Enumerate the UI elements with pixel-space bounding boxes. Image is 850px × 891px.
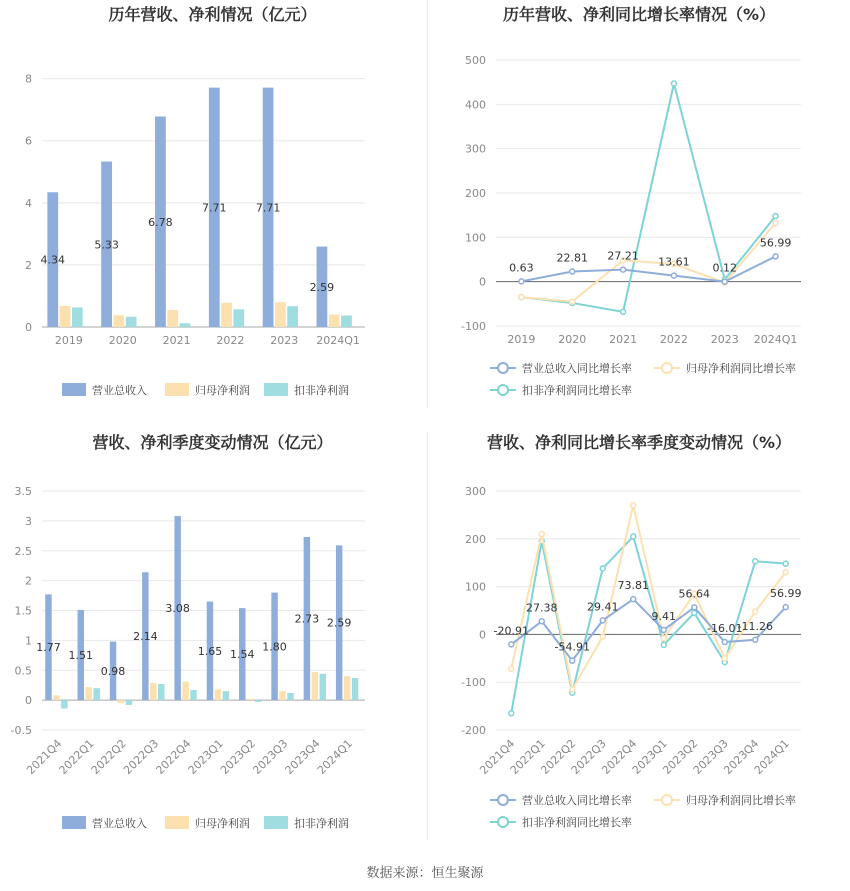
y-tick-label: 0.5 (14, 664, 32, 678)
data-label: -11.26 (737, 619, 773, 633)
y-tick-label: -200 (461, 724, 486, 737)
data-label: 0.98 (100, 664, 126, 678)
x-tick-label: 2024Q1 (314, 736, 355, 777)
data-point (773, 221, 778, 226)
legend-swatch (165, 816, 189, 829)
y-tick-label: 400 (465, 98, 486, 112)
legend-swatch (62, 816, 86, 829)
legend-label: 归母净利润同比增长率 (686, 794, 796, 807)
y-tick-label: 3 (25, 514, 32, 528)
annual-growth-rate-chart (428, 0, 850, 410)
bar-deduct-profit (158, 684, 164, 700)
y-tick-label: -100 (461, 676, 486, 690)
data-point (519, 279, 524, 284)
y-tick-label: 2 (25, 258, 32, 272)
data-point (783, 561, 788, 566)
data-label: 73.81 (617, 579, 649, 593)
legend-marker (662, 363, 672, 373)
data-label: 1.80 (262, 640, 287, 654)
y-tick-label: 300 (465, 142, 486, 156)
x-tick-label: 2023Q2 (660, 736, 701, 777)
data-point (570, 269, 575, 274)
data-point (631, 534, 636, 539)
legend-swatch (264, 816, 288, 829)
data-point (671, 81, 676, 86)
data-label: 2.59 (326, 616, 352, 630)
chart-title: 历年营收、净利情况（亿元） (108, 5, 317, 24)
y-tick-label: 6 (25, 134, 32, 148)
data-point (671, 273, 676, 278)
data-point (692, 605, 697, 610)
data-label: 7.71 (202, 201, 227, 215)
legend-label: 扣非净利润同比增长率 (522, 384, 632, 397)
bar-net-profit (247, 699, 253, 700)
bar-deduct-profit (223, 691, 229, 700)
x-tick-label: 2022 (659, 333, 688, 346)
bar-deduct-profit (72, 307, 83, 327)
bar-deduct-profit (61, 700, 67, 708)
bar-net-profit (329, 315, 340, 327)
x-tick-label: 2022 (216, 334, 245, 347)
y-tick-label: 500 (465, 54, 486, 67)
data-point (722, 279, 727, 284)
data-label: -20.91 (493, 624, 529, 638)
legend-label: 扣非净利润同比增长率 (522, 816, 632, 829)
data-point (600, 566, 605, 571)
x-tick-label: 2023Q3 (690, 736, 731, 777)
data-label: 0.63 (509, 261, 534, 275)
x-tick-label: 2022Q2 (88, 736, 129, 777)
data-point (570, 299, 575, 304)
bar-net-profit (118, 700, 124, 703)
data-label: -54.91 (554, 640, 590, 654)
bar-deduct-profit (126, 317, 137, 327)
bar-deduct-profit (352, 678, 358, 700)
data-label: 1.65 (197, 644, 223, 658)
bar-deduct-profit (287, 306, 298, 327)
legend-swatch (165, 383, 189, 396)
data-label: 7.71 (255, 201, 281, 215)
legend-label: 营业总收入同比增长率 (522, 794, 632, 807)
data-label: 1.51 (68, 649, 94, 663)
legend-label: 归母净利润 (195, 817, 250, 830)
quarterly-revenue-profit-chart (0, 428, 425, 848)
x-tick-label: 2022Q1 (507, 736, 548, 777)
bar-deduct-profit (287, 693, 293, 700)
data-point (722, 640, 727, 645)
y-tick-label: 200 (465, 187, 486, 200)
x-tick-label: 2024Q1 (751, 736, 792, 777)
data-point (753, 637, 758, 642)
data-point (539, 619, 544, 624)
y-tick-label: 4 (25, 196, 32, 210)
x-tick-label: 2023Q4 (721, 736, 762, 777)
legend-marker (498, 817, 508, 827)
bar-net-profit (182, 682, 188, 701)
bar-deduct-profit (233, 309, 244, 327)
legend-label: 归母净利润同比增长率 (686, 362, 796, 375)
bar-deduct-profit (126, 700, 132, 705)
legend-swatch (264, 383, 288, 396)
chart-title: 营收、净利季度变动情况（亿元） (92, 433, 333, 452)
legend-marker (498, 385, 508, 395)
x-tick-label: 2022Q2 (538, 736, 579, 777)
data-label: 9.41 (651, 609, 676, 623)
legend-marker (662, 795, 672, 805)
data-label: 4.34 (40, 253, 66, 267)
x-tick-label: 2021 (609, 333, 638, 346)
bar-deduct-profit (190, 690, 196, 700)
y-tick-label: 3.5 (14, 485, 32, 498)
data-point (600, 634, 605, 639)
x-tick-label: 2019 (507, 333, 536, 346)
bar-net-profit (344, 676, 350, 700)
legend-label: 营业总收入 (92, 384, 147, 397)
legend-swatch (62, 383, 86, 396)
data-point (773, 214, 778, 219)
x-tick-label: 2023Q4 (282, 736, 323, 777)
data-label: 2.73 (294, 612, 320, 626)
y-tick-label: 0 (25, 694, 32, 708)
legend-label: 营业总收入 (92, 817, 147, 830)
data-label: 1.54 (230, 648, 255, 662)
y-tick-label: 1.5 (14, 604, 32, 618)
bar-net-profit (150, 683, 156, 700)
data-point (783, 605, 788, 610)
annual-revenue-profit-chart (0, 0, 425, 410)
x-tick-label: 2023Q1 (185, 736, 226, 777)
data-label: 0.12 (712, 261, 737, 275)
data-label: 2.59 (309, 280, 335, 294)
data-point (621, 309, 626, 314)
data-label: -16.01 (707, 622, 743, 636)
data-label: 56.99 (770, 587, 802, 601)
bar-net-profit (279, 691, 285, 700)
data-label: 2.14 (133, 630, 158, 644)
data-point (722, 656, 727, 661)
data-label: 27.38 (526, 601, 558, 615)
x-tick-label: 2022Q3 (568, 736, 609, 777)
y-tick-label: 0 (479, 628, 486, 642)
y-tick-label: -100 (461, 320, 486, 333)
y-tick-label: 300 (465, 485, 486, 498)
y-tick-label: 0 (25, 321, 32, 334)
x-tick-label: 2020 (558, 333, 587, 346)
data-point (753, 559, 758, 564)
legend-label: 营业总收入同比增长率 (522, 362, 632, 375)
data-label: 29.41 (587, 600, 619, 614)
bar-deduct-profit (180, 323, 191, 327)
quarterly-growth-rate-chart (428, 428, 850, 848)
data-label: 3.08 (165, 602, 190, 616)
data-point (753, 609, 758, 614)
legend-marker (498, 363, 508, 373)
data-point (631, 503, 636, 508)
data-point (692, 610, 697, 615)
y-tick-label: 8 (25, 72, 32, 86)
x-tick-label: 2021Q4 (24, 736, 65, 777)
data-label: 56.99 (759, 236, 792, 250)
bar-net-profit (167, 310, 178, 327)
data-label: 56.64 (678, 587, 710, 601)
data-label: 13.61 (658, 255, 690, 269)
data-source-note: 数据来源：恒生聚源 (366, 866, 484, 881)
data-label: 27.21 (607, 249, 639, 263)
data-point (783, 570, 788, 575)
bar-net-profit (312, 672, 318, 700)
x-tick-label: 2021Q4 (477, 736, 518, 777)
data-point (509, 666, 514, 671)
legend-label: 扣非净利润 (294, 817, 349, 830)
data-point (570, 658, 575, 663)
data-point (570, 687, 575, 692)
chart-title: 历年营收、净利同比增长率情况（%） (502, 5, 776, 24)
x-tick-label: 2021 (162, 334, 191, 347)
y-tick-label: 0 (479, 275, 486, 289)
data-label: 5.33 (94, 238, 119, 252)
y-tick-label: -0.5 (10, 724, 32, 737)
data-label: 6.78 (148, 215, 173, 229)
bar-net-profit (113, 315, 124, 327)
data-label: 1.77 (36, 641, 61, 655)
data-point (600, 618, 605, 623)
legend-label: 归母净利润 (195, 384, 250, 397)
y-tick-label: 200 (465, 532, 486, 546)
bar-net-profit (53, 695, 59, 700)
legend-marker (498, 795, 508, 805)
bar-net-profit (275, 302, 286, 327)
y-tick-label: 1 (25, 634, 32, 648)
x-tick-label: 2023 (710, 333, 739, 346)
bar-deduct-profit (255, 700, 261, 702)
x-tick-label: 2019 (54, 334, 83, 347)
bar-deduct-profit (341, 316, 352, 327)
bar-net-profit (85, 687, 91, 700)
bar-net-profit (60, 306, 71, 327)
data-point (539, 532, 544, 537)
bar-net-profit (221, 303, 232, 327)
data-label: 22.81 (556, 251, 588, 265)
data-point (773, 254, 778, 259)
legend-label: 扣非净利润 (294, 384, 349, 397)
chart-title: 营收、净利同比增长率季度变动情况（%） (486, 433, 792, 452)
data-point (661, 642, 666, 647)
y-tick-label: 2 (25, 574, 32, 588)
data-point (621, 267, 626, 272)
data-point (509, 711, 514, 716)
x-tick-label: 2024Q1 (753, 333, 798, 346)
x-tick-label: 2024Q1 (316, 334, 360, 347)
series-line-deduct-profit (521, 83, 775, 311)
y-tick-label: 100 (465, 580, 486, 594)
bar-deduct-profit (93, 688, 99, 700)
data-point (509, 642, 514, 647)
x-tick-label: 2023Q3 (250, 736, 291, 777)
x-tick-label: 2022Q1 (56, 736, 97, 777)
x-tick-label: 2022Q4 (153, 736, 194, 777)
x-tick-label: 2020 (108, 334, 137, 347)
data-point (519, 295, 524, 300)
x-tick-label: 2022Q3 (121, 736, 162, 777)
data-point (631, 597, 636, 602)
x-tick-label: 2023Q1 (629, 736, 670, 777)
bar-net-profit (215, 689, 221, 700)
bar-deduct-profit (320, 674, 326, 700)
y-tick-label: 2.5 (14, 544, 32, 558)
data-point (661, 627, 666, 632)
x-tick-label: 2022Q4 (599, 736, 640, 777)
x-tick-label: 2023 (270, 334, 299, 347)
x-tick-label: 2023Q2 (218, 736, 259, 777)
data-point (661, 636, 666, 641)
y-tick-label: 100 (465, 231, 486, 245)
